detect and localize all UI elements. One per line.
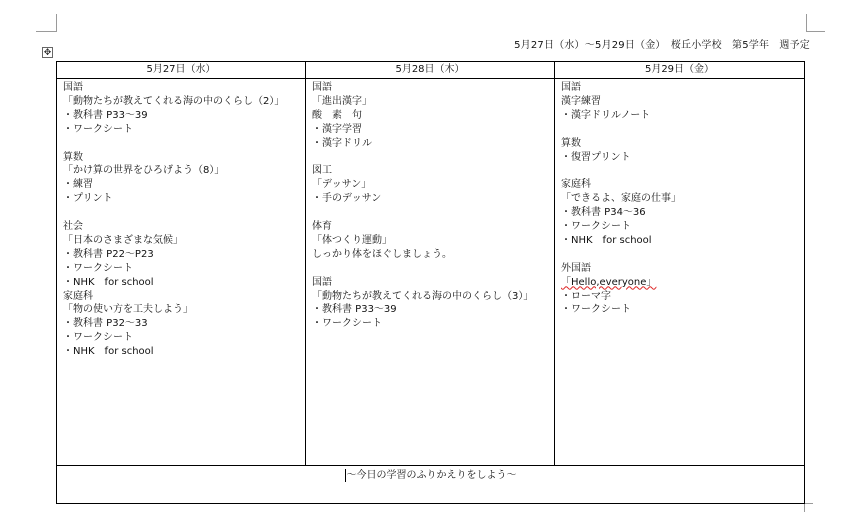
reflection-cell[interactable] bbox=[57, 466, 805, 504]
list-item: ・漢字ドリル bbox=[312, 137, 372, 149]
list-item: ・ワークシート bbox=[561, 304, 631, 316]
list-item: ・ワークシート bbox=[561, 221, 631, 233]
table-header-row bbox=[57, 62, 805, 79]
list-item: 「デッサン」 bbox=[312, 179, 372, 191]
day-cell[interactable] bbox=[555, 79, 805, 466]
list-item: ・NHK for school bbox=[63, 346, 154, 358]
list-item: ・教科書 P34～36 bbox=[561, 207, 646, 219]
list-item: 「動物たちが教えてくれる海の中のくらし（2）」 bbox=[63, 95, 285, 107]
column-header[interactable]: 5月29日（金） bbox=[555, 62, 805, 79]
list-item: ・教科書 P33～39 bbox=[63, 109, 148, 121]
list-item: ・ワークシート bbox=[312, 318, 382, 330]
list-item: ・漢字ドリルノート bbox=[561, 109, 651, 121]
list-item: 国語 bbox=[63, 82, 83, 93]
list-item: ・NHK for school bbox=[63, 276, 154, 288]
text-cursor bbox=[345, 469, 346, 482]
table-row bbox=[57, 466, 805, 504]
table-row bbox=[57, 79, 805, 466]
list-item: ・漢字学習 bbox=[312, 123, 362, 135]
list-item: ・教科書 P22～P23 bbox=[63, 248, 154, 260]
list-item: 家庭科 bbox=[561, 179, 591, 191]
list-item: 社会 bbox=[63, 221, 83, 233]
blank-line bbox=[561, 248, 798, 262]
blank-line bbox=[561, 164, 798, 178]
list-item: 体育 bbox=[312, 221, 332, 233]
blank-line bbox=[312, 206, 548, 220]
column-header[interactable]: 5月28日（木） bbox=[306, 62, 555, 79]
list-item: 算数 bbox=[63, 151, 83, 163]
list-item: 算数 bbox=[561, 137, 581, 149]
list-item: ・ローマ字 bbox=[561, 290, 611, 302]
list-item: 国語 bbox=[561, 82, 581, 93]
day-cell[interactable] bbox=[57, 79, 306, 466]
blank-line bbox=[312, 262, 548, 276]
column-header[interactable]: 5月27日（水） bbox=[57, 62, 306, 79]
list-item: 「物の使い方を工夫しよう」 bbox=[63, 304, 193, 316]
list-item: ・ワークシート bbox=[63, 332, 133, 344]
weekly-schedule-table bbox=[56, 61, 805, 504]
list-item: 国語 bbox=[312, 276, 332, 288]
list-item: ・教科書 P33～39 bbox=[312, 304, 397, 316]
list-item: ・プリント bbox=[63, 193, 113, 205]
list-item: しっかり体をほぐしましょう。 bbox=[312, 248, 452, 260]
day-cell[interactable] bbox=[306, 79, 555, 466]
list-item: ・手のデッサン bbox=[312, 193, 382, 205]
list-item: 「体つくり運動」 bbox=[312, 234, 392, 246]
blank-line bbox=[312, 151, 548, 165]
list-item: 「かけ算の世界をひろげよう（8）」 bbox=[63, 165, 225, 177]
list-item: 「進出漢字」 bbox=[312, 95, 372, 107]
list-item: 「日本のさまざまな気候」 bbox=[63, 234, 183, 246]
blank-line bbox=[63, 137, 299, 151]
blank-line bbox=[561, 123, 798, 137]
list-item: 「Hello,everyone」 bbox=[561, 276, 657, 288]
list-item: 外国語 bbox=[561, 262, 591, 274]
list-item: ・NHK for school bbox=[561, 234, 652, 246]
move-cross-icon[interactable]: ✥ bbox=[43, 48, 52, 58]
list-item: ・教科書 P32～33 bbox=[63, 318, 148, 330]
list-item: 酸 素 句 bbox=[312, 109, 362, 121]
list-item: 家庭科 bbox=[63, 290, 93, 302]
document-header: 5月27日（水）～5月29日（金） 桜丘小学校 第5学年 週予定 bbox=[514, 40, 810, 51]
list-item: ・ワークシート bbox=[63, 123, 133, 135]
crop-mark-top-right bbox=[806, 14, 825, 32]
list-item: ・復習プリント bbox=[561, 151, 631, 163]
list-item: 「できるよ、家庭の仕事」 bbox=[561, 193, 681, 205]
crop-mark-bottom-right bbox=[804, 503, 813, 512]
list-item: ・練習 bbox=[63, 179, 93, 191]
blank-line bbox=[63, 206, 299, 220]
list-item: 図工 bbox=[312, 165, 332, 177]
list-item: ・ワークシート bbox=[63, 262, 133, 274]
list-item: 漢字練習 bbox=[561, 95, 601, 107]
list-item: 国語 bbox=[312, 82, 332, 93]
reflection-text: ～今日の学習のふりかえりをしよう～ bbox=[346, 470, 517, 481]
crop-mark-top-left bbox=[36, 14, 57, 32]
list-item: 「動物たちが教えてくれる海の中のくらし（3）」 bbox=[312, 290, 534, 302]
